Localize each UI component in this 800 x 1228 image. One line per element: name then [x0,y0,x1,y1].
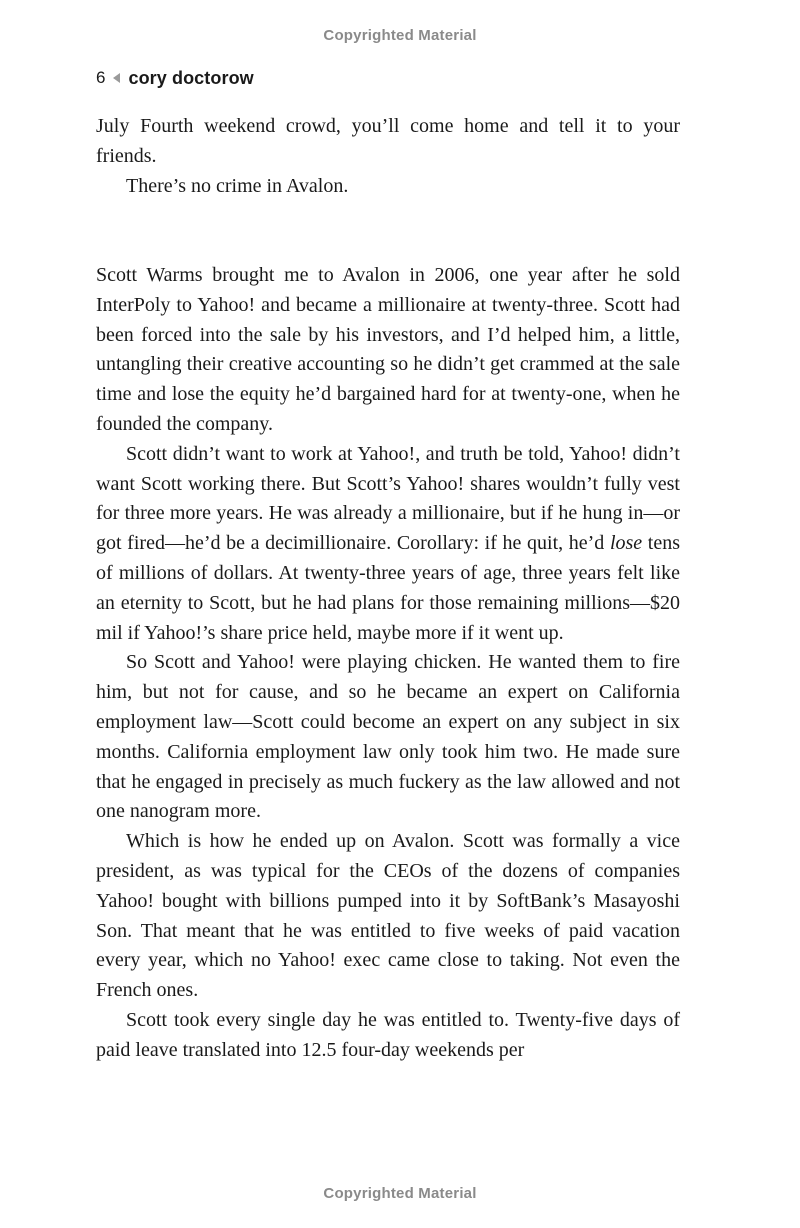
paragraph-vacation: Scott took every single day he was entitled to. Twenty-five days of paid leave translated into 12.5 four-day weekends per [96,1008,680,1061]
left-triangle-icon [113,73,120,83]
paragraph-text: Scott didn’t want to work at Yahoo!, and truth be told, Yahoo! didn’t want Scott working there. But Scott’s Yahoo! shares wouldn’t fully vest for three more years. He was already a millionaire, but if he hung in—or got fired—he’d be a decimillionaire. Corollary: if he quit, he’d [96,442,680,555]
running-head [96,67,254,89]
section-text [96,261,680,1066]
paragraph-playing-chicken: So Scott and Yahoo! were playing chicken. He wanted them to fire him, but not for cause, and so he became an expert on California employment law—Scott could become an expert on any subject in six months. California employment law only took him two. He made sure that he engaged in precisely as much fuckery as the law allowed and not one nanogram more. [96,651,680,823]
paragraph-text: tens of millions of dollars. At twenty-three years of age, three years felt like an eternity to Scott, but he had plans for those remaining millions—$20 mil if Yahoo!’s share price held, maybe more if it went up. [96,532,681,644]
emphasis-lose: lose [609,532,643,555]
paragraph-yahoo-shares [96,440,680,649]
paragraph-continued: July Fourth weekend crowd, you’ll come home and tell it to your friends. [96,115,680,167]
paragraph-section-start: Scott Warms brought me to Avalon in 2006, one year after he sold InterPoly to Yahoo! and became a millionaire at twenty-three. Scott had been forced into the sale by his investors, and I’d helped him, a little, untangling their creative accounting so he didn’t get crammed at the sale time and lose the equity he’d bargained hard for at twenty-one, when he founded the company. [96,264,680,435]
paragraph-avalon: Which is how he ended up on Avalon. Scott was formally a vice president, as was typical for the CEOs of the dozens of companies Yahoo! bought with billions pumped into it by SoftBank’s Masayoshi Son. That meant that he was entitled to five weeks of paid vacation every year, which no Yahoo! exec came close to taking. Not even the French ones. [96,830,680,1002]
copyright-watermark-top: Copyrighted Material [323,27,477,44]
page-number: 6 [96,68,106,87]
opening-text [96,112,680,201]
author-name: cory doctorow [128,67,254,88]
paragraph-no-crime: There’s no crime in Avalon. [126,174,349,197]
copyright-watermark-bottom: Copyrighted Material [323,1185,477,1202]
